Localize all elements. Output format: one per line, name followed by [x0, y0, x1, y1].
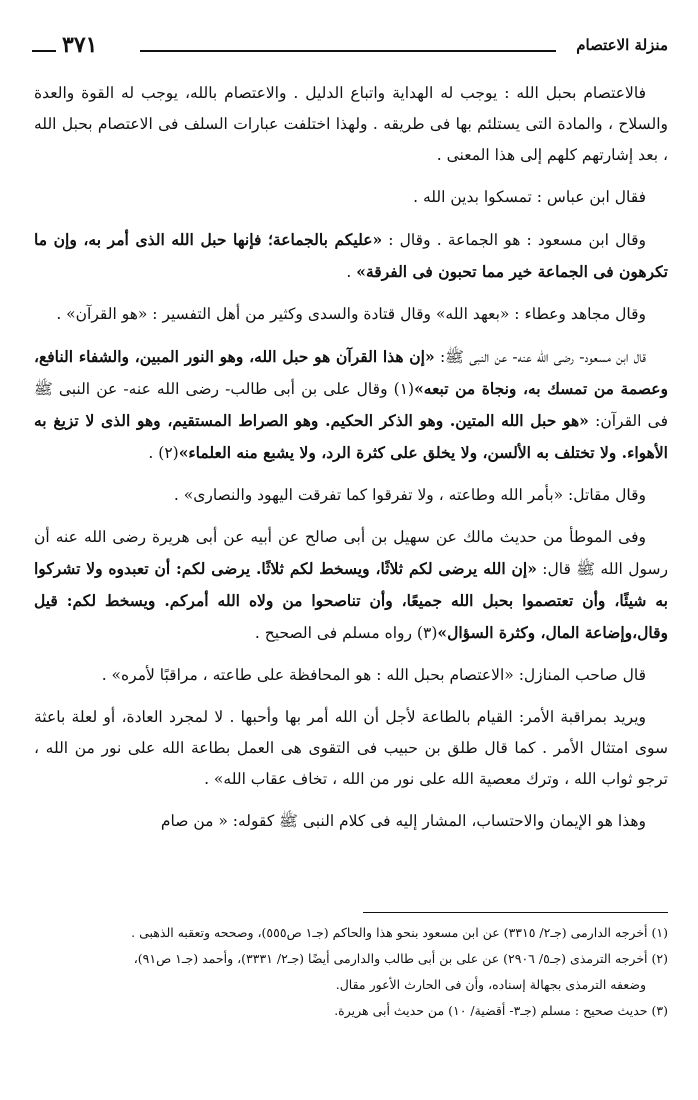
- running-header: [32, 30, 668, 60]
- paragraph-5-quote-1: «إن هذا القرآن هو حبل الله، وهو النور المبين، والشفاء النافع، وعصمة من تمسك به، ونجاة من تبعه»: [34, 347, 668, 398]
- paragraph-6: وقال مقاتل: «بأمر الله وطاعته ، ولا تفرقوا كما تفرقت اليهود والنصارى» .: [173, 486, 646, 504]
- paragraph-5-text-b: (١) وقال على بن أبى طالب- رضى الله عنه- عن النبى ﷺ فى القرآن:: [34, 380, 668, 430]
- paragraph-4: وقال مجاهد وعطاء : «بعهد الله» وقال قتادة والسدى وكثير من أهل التفسير : «هو القرآن» .: [56, 305, 646, 323]
- paragraph-7-quote: «إن الله يرضى لكم ثلاثًا، ويسخط لكم ثلاثًا. يرضى لكم: أن تعبدوه ولا تشركوا به شيئًا، وأن تعتصموا بحبل الله جميعًا، وأن تناصحوا من ولاه الله أمركم. ويسخط لكم: قيل وقال،وإضاعة المال، وكثرة السؤال»: [34, 559, 668, 642]
- header-rule: [140, 50, 556, 52]
- paragraph-8: قال صاحب المنازل: «الاعتصام بحبل الله : هو المحافظة على طاعته ، مراقبًا لأمره» .: [101, 666, 646, 684]
- main-text: [34, 78, 668, 848]
- chapter-title: منزلة الاعتصام: [576, 36, 668, 54]
- paragraph-10: وهذا هو الإيمان والاحتساب، المشار إليه فى كلام النبى ﷺ كقوله: « من صام: [160, 812, 646, 830]
- paragraph-3-text-b: .: [346, 263, 357, 281]
- paragraph-3-quote: «عليكم بالجماعة؛ فإنها حبل الله الذى أمر به، وإن ما تكرهون فى الجماعة خير مما تحبون فى الفرقة»: [34, 230, 668, 281]
- paragraph-3-text-a: وقال ابن مسعود : هو الجماعة . وقال :: [382, 231, 646, 249]
- page-number: ٣٧١: [62, 32, 98, 58]
- paragraph-7-text-a: وفى الموطأ من حديث مالك عن سهيل بن أبى صالح عن أبيه عن أبى هريرة رضى الله عنه أن رسول الله ﷺ قال:: [34, 528, 668, 578]
- footnote-3: (٣) حديث صحيح : مسلم (جـ٣- أقضية/ ١٠) من حديث أبى هريرة.: [334, 1003, 668, 1018]
- footnote-2: (٢) أخرجه الترمذى (جـ٥/ ٢٩٠٦) عن على بن أبى طالب والدارمى أيضًا (جـ٢/ ٣٣٣١)، وأحمد (جـ١ ص٩١)،: [133, 951, 668, 966]
- footnote-1: (١) أخرجه الدارمى (جـ٢/ ٣٣١٥) عن ابن مسعود بنحو هذا والحاكم (جـ١ ص٥٥٥)، وصححه وتعقبه الذهبى .: [131, 925, 668, 940]
- paragraph-7-text-b: (٣) رواه مسلم فى الصحيح .: [254, 624, 438, 642]
- paragraph-3: [34, 224, 668, 288]
- paragraph-5-text-a: قال ابن مسعود- رضى الله عنه- عن النبى ﷺ:: [434, 348, 647, 366]
- paragraph-1: فالاعتصام بحبل الله : يوجب له الهداية واتباع الدليل . والاعتصام بالله، يوجب له القوة والعدة والسلاح ، والمادة التى يستلئم بها فى طريقه . ولهذا اختلفت عبارات السلف فى الاعتصام بحبل الله ، بعد إشارتهم كلهم إلى هذا المعنى .: [34, 84, 668, 164]
- paragraph-5-text-c: (٢) .: [148, 444, 179, 462]
- paragraph-2: فقال ابن عباس : تمسكوا بدين الله .: [413, 188, 646, 206]
- header-dash: [32, 50, 56, 52]
- footnote-2-continuation: وضعفه الترمذى بجهالة إسناده، وأن فى الحارث الأعور مقال.: [335, 977, 646, 992]
- paragraph-5: [34, 341, 668, 469]
- footnotes: [34, 920, 668, 1024]
- paragraph-7: [34, 522, 668, 649]
- footnote-rule: [363, 912, 668, 913]
- paragraph-5-quote-2: «هو حبل الله المتين. وهو الذكر الحكيم. وهو الصراط المستقيم، وهو الذى لا تزيغ به الأهواء. ولا تختلف به الألسن، ولا يخلق على كثرة الرد، ولا يشبع منه العلماء»: [34, 411, 668, 462]
- paragraph-9: ويريد بمراقبة الأمر: القيام بالطاعة لأجل أن الله أمر بها وأحبها . لا لمجرد العادة، أو لعلة باعثة سوى امتثال الأمر . كما قال طلق بن حبيب فى التقوى هى العمل بطاعة الله على نور من الله ، ترجو ثواب الله ، وترك معصية الله على نور من الله ، تخاف عقاب الله» .: [34, 708, 668, 788]
